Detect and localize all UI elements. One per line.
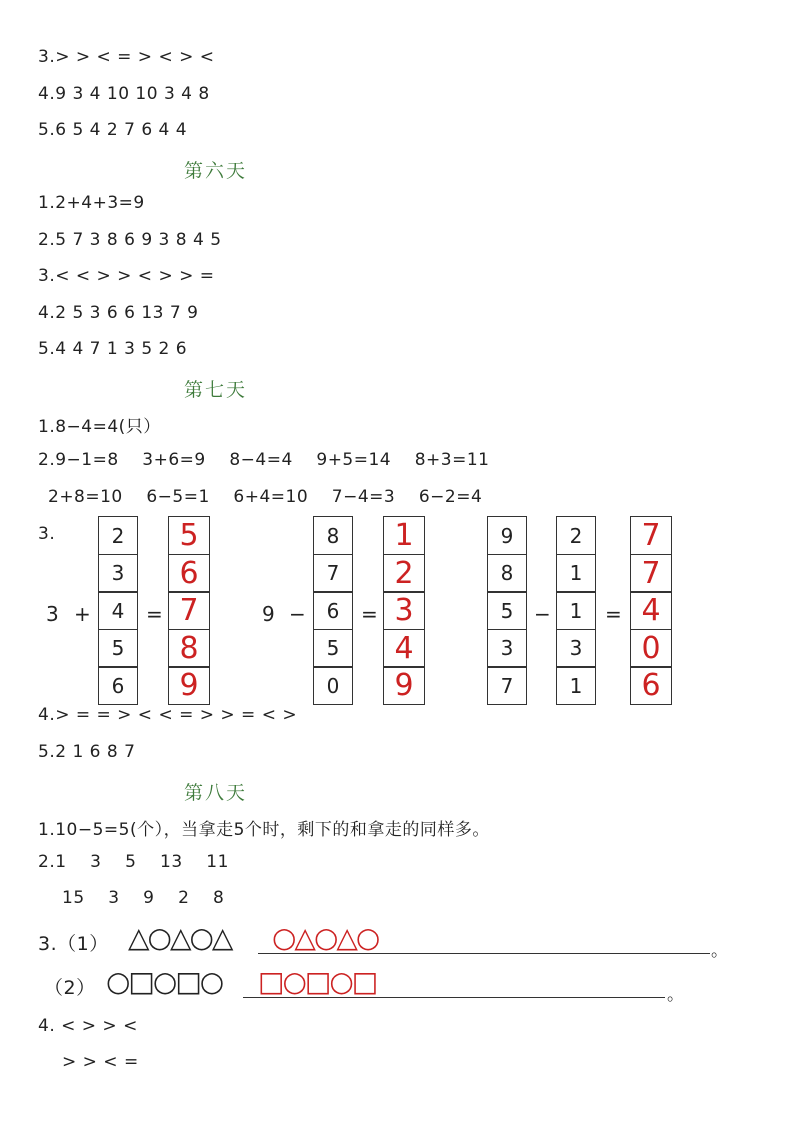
g1-equals: =: [146, 602, 163, 626]
grid-cell: 1: [556, 666, 596, 705]
g3-equals: =: [605, 602, 622, 626]
g3-answer-column: [630, 516, 672, 705]
grid-cell: 4: [98, 591, 138, 630]
period-mark-1: 。: [711, 941, 729, 961]
day7-line-2a: 2.9−1=8 3+6=9 8−4=4 9+5=14 8+3=11: [38, 450, 490, 470]
day8-q3-1-label: 3.（1）: [38, 933, 109, 955]
answer-cell: 4: [630, 591, 672, 630]
answer-cell: 7: [630, 554, 672, 593]
g2-answer-column: [383, 516, 425, 705]
answer-cell: 5: [168, 516, 210, 555]
g3-column-a: [487, 516, 527, 705]
grid-cell: 3: [98, 554, 138, 593]
day8-q3-1-shapes: △○△○△: [128, 921, 232, 954]
answer-cell: 8: [168, 629, 210, 668]
day7-line-2b: 2+8=10 6−5=1 6+4=10 7−4=3 6−2=4: [48, 487, 483, 507]
grid-cell: 0: [313, 666, 353, 705]
grid-cell: 9: [487, 516, 527, 555]
answer-cell: 6: [168, 554, 210, 593]
grid-cell: 5: [487, 591, 527, 630]
day7-line-1: 1.8−4=4(只）: [38, 417, 161, 437]
day7-q3-label: 3.: [38, 524, 56, 544]
answer-cell: 9: [383, 666, 425, 705]
grid-cell: 6: [98, 666, 138, 705]
answer-line-4: 4.9 3 4 10 10 3 4 8: [38, 84, 210, 104]
answer-cell: 6: [630, 666, 672, 705]
answer-cell: 7: [168, 591, 210, 630]
answer-line-3: 3.> > < = > < > <: [38, 47, 215, 67]
day8-q3-2-label: （2）: [44, 977, 96, 999]
grid-cell: 3: [556, 629, 596, 668]
day6-line-5: 5.4 4 7 1 3 5 2 6: [38, 339, 188, 359]
grid-cell: 2: [98, 516, 138, 555]
g1-plus: +: [74, 602, 91, 626]
g2-column: [313, 516, 353, 705]
grid-cell: 5: [98, 629, 138, 668]
grid-cell: 2: [556, 516, 596, 555]
day6-line-4: 4.2 5 3 6 6 13 7 9: [38, 303, 199, 323]
g1-column: [98, 516, 138, 705]
g2-number: 9: [262, 602, 275, 626]
answer-cell: 9: [168, 666, 210, 705]
grid-cell: 3: [487, 629, 527, 668]
day8-q3-1-answer: ○△○△○: [272, 921, 379, 954]
grid-cell: 8: [487, 554, 527, 593]
grid-cell: 7: [313, 554, 353, 593]
day6-line-1: 1.2+4+3=9: [38, 193, 145, 213]
day8-heading: 第八天: [184, 782, 248, 804]
day7-line-4: 4.> = = > < < = > > = < >: [38, 705, 298, 725]
g1-number: 3: [46, 602, 59, 626]
g1-answer-column: [168, 516, 210, 705]
answer-cell: 7: [630, 516, 672, 555]
period-mark-2: 。: [667, 985, 685, 1005]
answer-cell: 3: [383, 591, 425, 630]
day8-line-1: 1.10−5=5(个），当拿走5个时，剩下的和拿走的同样多。: [38, 820, 490, 840]
g2-minus: −: [289, 602, 306, 626]
day8-line-2b: 15 3 9 2 8: [62, 888, 225, 908]
day8-line-4b: > > < =: [62, 1052, 139, 1072]
day6-line-2: 2.5 7 3 8 6 9 3 8 4 5: [38, 230, 222, 250]
g2-equals: =: [361, 602, 378, 626]
day8-q3-2-answer: □○□○□: [258, 965, 377, 998]
day8-q3-2-shapes: ○□○□○: [106, 965, 223, 998]
grid-cell: 5: [313, 629, 353, 668]
g3-minus: −: [534, 602, 551, 626]
g3-column-b: [556, 516, 596, 705]
grid-cell: 7: [487, 666, 527, 705]
grid-cell: 1: [556, 554, 596, 593]
answer-line-5: 5.6 5 4 2 7 6 4 4: [38, 120, 188, 140]
day8-line-2a: 2.1 3 5 13 11: [38, 852, 229, 872]
day6-heading: 第六天: [184, 160, 248, 182]
answer-cell: 4: [383, 629, 425, 668]
answer-cell: 1: [383, 516, 425, 555]
day7-line-5: 5.2 1 6 8 7: [38, 742, 136, 762]
day8-line-4a: 4. < > > <: [38, 1016, 138, 1036]
grid-cell: 8: [313, 516, 353, 555]
grid-cell: 1: [556, 591, 596, 630]
answer-cell: 2: [383, 554, 425, 593]
day7-heading: 第七天: [184, 379, 248, 401]
grid-cell: 6: [313, 591, 353, 630]
answer-cell: 0: [630, 629, 672, 668]
day6-line-3: 3.< < > > < > > =: [38, 266, 215, 286]
